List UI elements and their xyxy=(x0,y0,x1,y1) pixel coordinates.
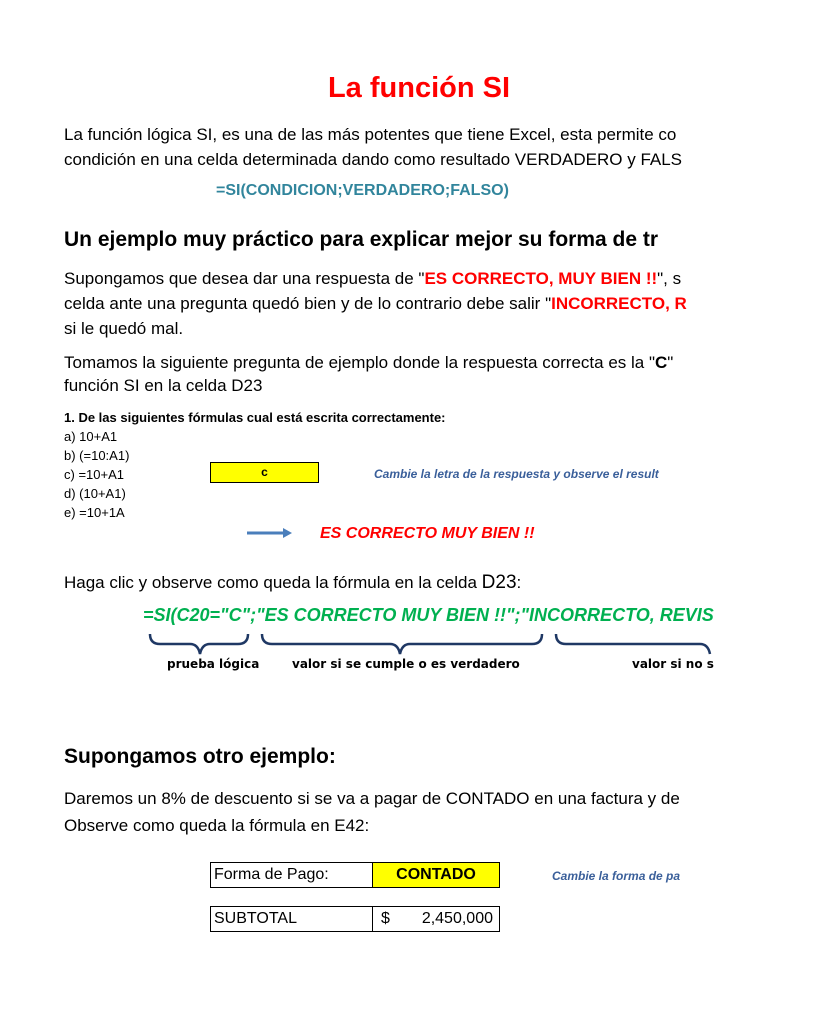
paragraph1-line-2: celda ante una pregunta quedó bien y de lo contrario debe salir "INCORRECTO, R xyxy=(64,294,687,313)
option-a: a) 10+A1 xyxy=(64,429,118,444)
paragraph1-line-3: si le quedó mal. xyxy=(64,319,184,338)
subtotal-value-cell xyxy=(372,906,500,932)
option-d: d) (10+A1) xyxy=(64,486,126,501)
brace-logic-test-icon xyxy=(150,634,248,654)
full-if-formula: =SI(C20="C";"ES CORRECTO MUY BIEN !!";"INCORRECTO, REVIS xyxy=(143,605,714,625)
paragraph3-line-2: Observe como queda la fórmula en E42: xyxy=(64,816,370,835)
incorrect-phrase: INCORRECTO, R xyxy=(551,294,687,313)
answer-input-cell[interactable]: c xyxy=(210,462,319,483)
payment-hint: Cambie la forma de pa xyxy=(552,869,681,883)
second-heading: Supongamos otro ejemplo: xyxy=(64,745,336,768)
paragraph1-line-1: Supongamos que desea dar una respuesta de "ES CORRECTO, MUY BIEN !!", s xyxy=(64,269,682,288)
formula-result: ES CORRECTO MUY BIEN !! xyxy=(320,525,535,542)
subtotal-amount: 2,450,000 xyxy=(421,910,493,927)
answer-hint: Cambie la letra de la respuesta y observe el result xyxy=(374,467,659,481)
page-title: La función SI xyxy=(327,72,511,104)
brace-true-value-icon xyxy=(262,634,542,654)
subtotal-label-cell: SUBTOTAL xyxy=(210,906,373,932)
option-e: e) =10+1A xyxy=(64,505,125,520)
intro-line-2: condición en una celda determinada dando como resultado VERDADERO y FALS xyxy=(64,150,683,169)
option-c: c) =10+A1 xyxy=(64,467,124,482)
correct-phrase: ES CORRECTO, MUY BIEN !! xyxy=(424,269,658,288)
cell-reference: D23 xyxy=(481,572,517,593)
label-logic-test: prueba lógica xyxy=(167,657,260,671)
intro-line-1: La función lógica SI, es una de las más potentes que tiene Excel, esta permite co xyxy=(64,125,677,144)
brace-false-value-icon xyxy=(556,634,710,654)
syntax-formula: =SI(CONDICION;VERDADERO;FALSO) xyxy=(216,182,509,199)
label-false-value: valor si no s xyxy=(632,657,714,671)
paragraph2-line-2: función SI en la celda D23 xyxy=(64,376,263,395)
currency-symbol: $ xyxy=(381,910,390,927)
question-title: 1. De las siguientes fórmulas cual está escrita correctamente: xyxy=(64,410,446,425)
paragraph2-line-1: Tomamos la siguiente pregunta de ejemplo donde la respuesta correcta es la "C" xyxy=(64,353,674,372)
paragraph3-line-1: Daremos un 8% de descuento si se va a pagar de CONTADO en una factura y de xyxy=(64,789,680,808)
click-instruction: Haga clic y observe como queda la fórmula en la celda D23: xyxy=(64,572,522,593)
option-b: b) (=10:A1) xyxy=(64,448,130,463)
label-true-value: valor si se cumple o es verdadero xyxy=(292,657,520,671)
brace-icons xyxy=(0,632,768,656)
payment-label-cell: Forma de Pago: xyxy=(210,862,373,888)
payment-method-input[interactable]: CONTADO xyxy=(372,862,500,888)
arrow-right-icon xyxy=(245,525,295,541)
example-heading: Un ejemplo muy práctico para explicar mejor su forma de tr xyxy=(64,228,659,251)
